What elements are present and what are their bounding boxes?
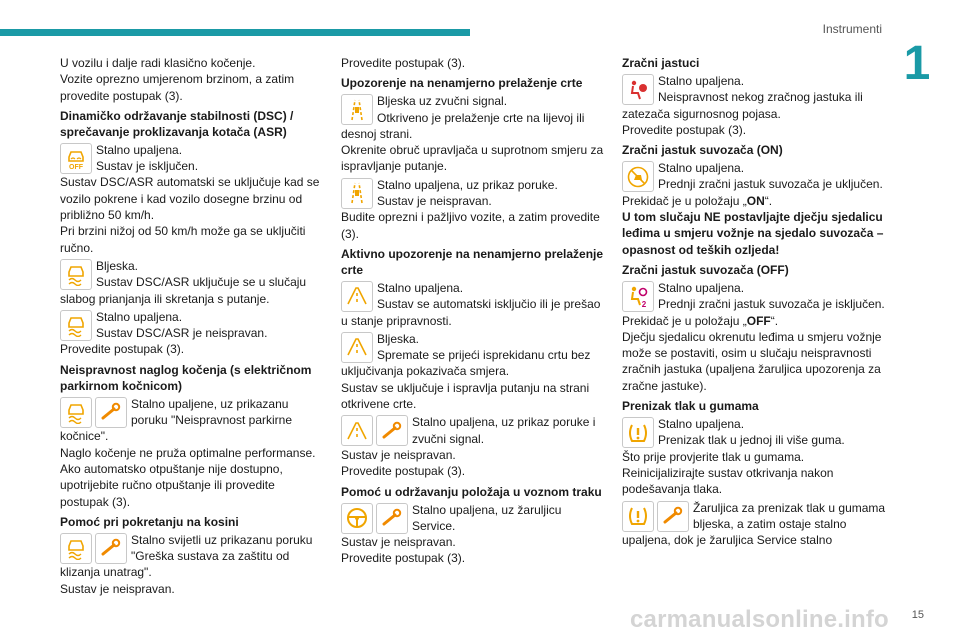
child-seat-warning: U tom slučaju NE postavljajte dječju sjedalicu leđima u smjeru vožnje na sjedalo suvozača – opasnost od teških ozljeda! [622,210,884,257]
heading-airbags: Zračni jastuci [622,56,700,70]
service-wrench-icon [95,533,127,564]
dsc-skid-icon [60,533,92,564]
alk-fault-item: Stalno upaljena, uz prikaz poruke i zvučni signal. [341,414,605,447]
tyre-fault-item: Žaruljica za prenizak tlak u gumama bljeska, a zatim ostaje stalno upaljena, dok je žaruljica Service stalno [622,500,886,548]
switch-position-on: Prekidač je u položaju „ON“. [622,193,773,208]
lpa-fault-item: Stalno upaljena, uz žaruljicu Service. [341,502,605,535]
column-3: Zračni jastuci Stalno upaljena. Neispravnost nekog zračnog jastuka ili zatezača sigurnosnog pojasa. Provedite postupak (3). Zračni jastuk suvozača (ON) Stalno upaljena. Prednji zračni jastuk suvozača je uključen. Prekidač je u položaju „ON“. U tom slučaju NE postavljajte dječju sjedalicu leđima u smjeru vožnje na sjedalo suvozača – opasnost od teških ozljeda! Zračni jastuk suvozača (OFF) 2 Stalno upaljena. Prednji zračni jastuk suvozača je isključen. Prekidač je u položaju „OFF“. Dječju sjedalicu okrenutu leđima u smjeru vožnje može se postaviti, osim u slučaju neispravnosti zračnih jastuka (upaljena žaruljica upozorenja za zračne jastuke). Prenizak tlak u gumama Stalno upaljena. Prenizak tlak u jednoj ili više guma. Što prije provjerite tlak u gumama. Reinicijalizirajte sustav otkrivanja nakon podešavanja tlaka. Žaruljica za prenizak tlak u gumama bljeska, a zatim ostaje stalno upaljena, dok je žaruljica Service stalno [622,55,890,548]
page-number: 15 [911,609,924,621]
passenger-airbag-on-icon [622,161,654,192]
lane-departure-icon [341,94,373,125]
lane-keep-icon [341,281,373,312]
service-wrench-icon [376,415,408,446]
dsc-skid-icon [60,397,92,428]
steering-wheel-icon [341,503,373,534]
heading-tyre-pressure: Prenizak tlak u gumama [622,399,759,414]
dsc-fault-item: Stalno upaljena. Sustav DSC/ASR je neispravan. [60,309,322,342]
svg-text:OFF: OFF [69,164,83,171]
ldw-fault-item: Stalno upaljena, uz prikaz poruke. Sustav je neispravan. [341,177,605,210]
ldw-flash-item: Bljeska uz zvučni signal. Otkriveno je prelaženje crte na lijevoj ili desnoj strani. [341,94,585,141]
brake-fault-item: Stalno upaljene, uz prikazanu poruku "Neispravnost parkirne kočnice". [60,396,293,444]
dsc-skid-icon [60,259,92,290]
heading-lane-departure: Upozorenje na nenamjerno prelaženje crte [341,76,583,91]
passenger-airbag-on-item: Stalno upaljena. Prednji zračni jastuk suvozača je uključen. [622,160,890,193]
watermark: carmanualsonline.info [630,606,889,633]
tyre-pressure-item: Stalno upaljena. Prenizak tlak u jednoj ili više guma. [622,416,890,449]
section-title: Instrumenti [822,22,882,36]
service-wrench-icon [657,501,689,532]
tyre-pressure-icon [622,501,654,532]
hill-start-item: Stalno svijetli uz prikazanu poruku "Greška sustava za zaštitu od klizanja unatrag". [60,532,313,580]
alk-flash-item: Bljeska. Spremate se prijeći isprekidanu crtu bez uključivanja pokazivača smjera. [341,331,591,379]
heading-passenger-airbag-on: Zračni jastuk suvozača (ON) [622,143,783,158]
heading-active-lane-departure: Aktivno upozorenje na nenamjerno prelaženje crte [341,246,604,277]
dsc-off-icon [60,143,92,174]
svg-text:2: 2 [641,300,647,309]
paragraph: U vozilu i dalje radi klasično kočenje. [60,56,256,70]
dsc-flash-item: Bljeska. Sustav DSC/ASR uključuje se u slučaju slabog prianjanja ili skretanja s putanje. [60,258,307,306]
heading-lane-positioning: Pomoć u održavanju položaja u voznom traku [341,484,602,499]
header-accent-bar [0,29,470,36]
service-wrench-icon [376,503,408,534]
paragraph: Vozite oprezno umjerenom brzinom, a zatim provedite postupak (3). [60,72,295,103]
passenger-airbag-off-item: 2 Stalno upaljena. Prednji zračni jastuk suvozača je isključen. [622,280,890,313]
heading-passenger-airbag-off: Zračni jastuk suvozača (OFF) [622,262,789,277]
dsc-off-item: OFF Stalno upaljena. Sustav je isključen. [60,142,322,175]
heading-dsc-asr: Dinamičko održavanje stabilnosti (DSC) / sprečavanje proklizavanja kotača (ASR) [60,108,294,139]
column-2: Provedite postupak (3). Upozorenje na nenamjerno prelaženje crte Bljeska uz zvučni signal. Otkriveno je prelaženje crte na lijevoj ili desnoj strani. Okrenite obruč upravljača u suprotnom smjeru za ispravljanje putanje. Stalno upaljena, uz prikaz poruke. Sustav je neispravan. Budite oprezni i pažljivo vozite, a zatim provedite (3). Aktivno upozorenje na nenamjerno prelaženje crte Stalno upaljena. Sustav se automatski isključio ili je prešao u stanje pripravnosti. Bljeska. Spremate se prijeći isprekidanu crtu bez uključivanja pokazivača smjera. Sustav se uključuje i ispravlja putanju na strani otkrivene crte. Stalno upaljena, uz prikaz poruke i zvučni signal. Sustav je neispravan. Provedite postupak (3). Pomoć u održavanju položaja u voznom traku Stalno upaljena, uz žaruljicu Service. Sustav je neispravan. Provedite postupak (3). [341,56,604,566]
passenger-airbag-off-icon [622,281,654,312]
lane-keep-icon [341,415,373,446]
airbag-icon [622,74,654,105]
switch-position-off: Prekidač je u položaju „OFF“. [622,313,779,328]
tyre-pressure-icon [622,417,654,448]
chapter-number: 1 [903,37,931,90]
column-1: U vozilu i dalje radi klasično kočenje. Vozite oprezno umjerenom brzinom, a zatim provedite postupak (3). Dinamičko održavanje stabilnosti (DSC) / sprečavanje proklizavanja kotača (ASR) OFF Stalno upaljena. Sustav je isključen. Sustav DSC/ASR automatski se uključuje kad se vozilo pokrene i kad vozilo dosegne brzinu od približno 50 km/h. Pri brzini nižoj od 50 km/h može ga se uključiti ručno. Bljeska. Sustav DSC/ASR uključuje se u slučaju slabog prianjanja ili skretanja s putanje. Stalno upaljena. Sustav DSC/ASR je neispravan. Provedite postupak (3). Neispravnost naglog kočenja (s električnom parkirnom kočnicom) Stalno upaljene, uz prikazanu poruku "Neispravnost parkirne kočnice". Naglo kočenje ne pruža optimalne performanse. Ako automatsko otpuštanje nije dostupno, upotrijebite ručno otpuštanje ili provedite postupak (3). Pomoć pri pokretanju na kosini Stalno svijetli uz prikazanu poruku "Greška sustava za zaštitu od klizanja unatrag". Sustav je neispravan. [60,55,322,597]
heading-brake-fault: Neispravnost naglog kočenja (s električnom parkirnom kočnicom) [60,362,312,393]
airbag-fault-item: Stalno upaljena. Neispravnost nekog zračnog jastuka ili zatezača sigurnosnog pojasa. [622,74,863,121]
dsc-skid-icon [60,310,92,341]
alk-standby-item: Stalno upaljena. Sustav se automatski isključio ili je prešao u stanje pripravnosti. [341,280,601,328]
lane-keep-icon [341,332,373,363]
service-wrench-icon [95,397,127,428]
heading-hill-start: Pomoć pri pokretanju na kosini [60,514,239,529]
lane-departure-icon [341,178,373,209]
